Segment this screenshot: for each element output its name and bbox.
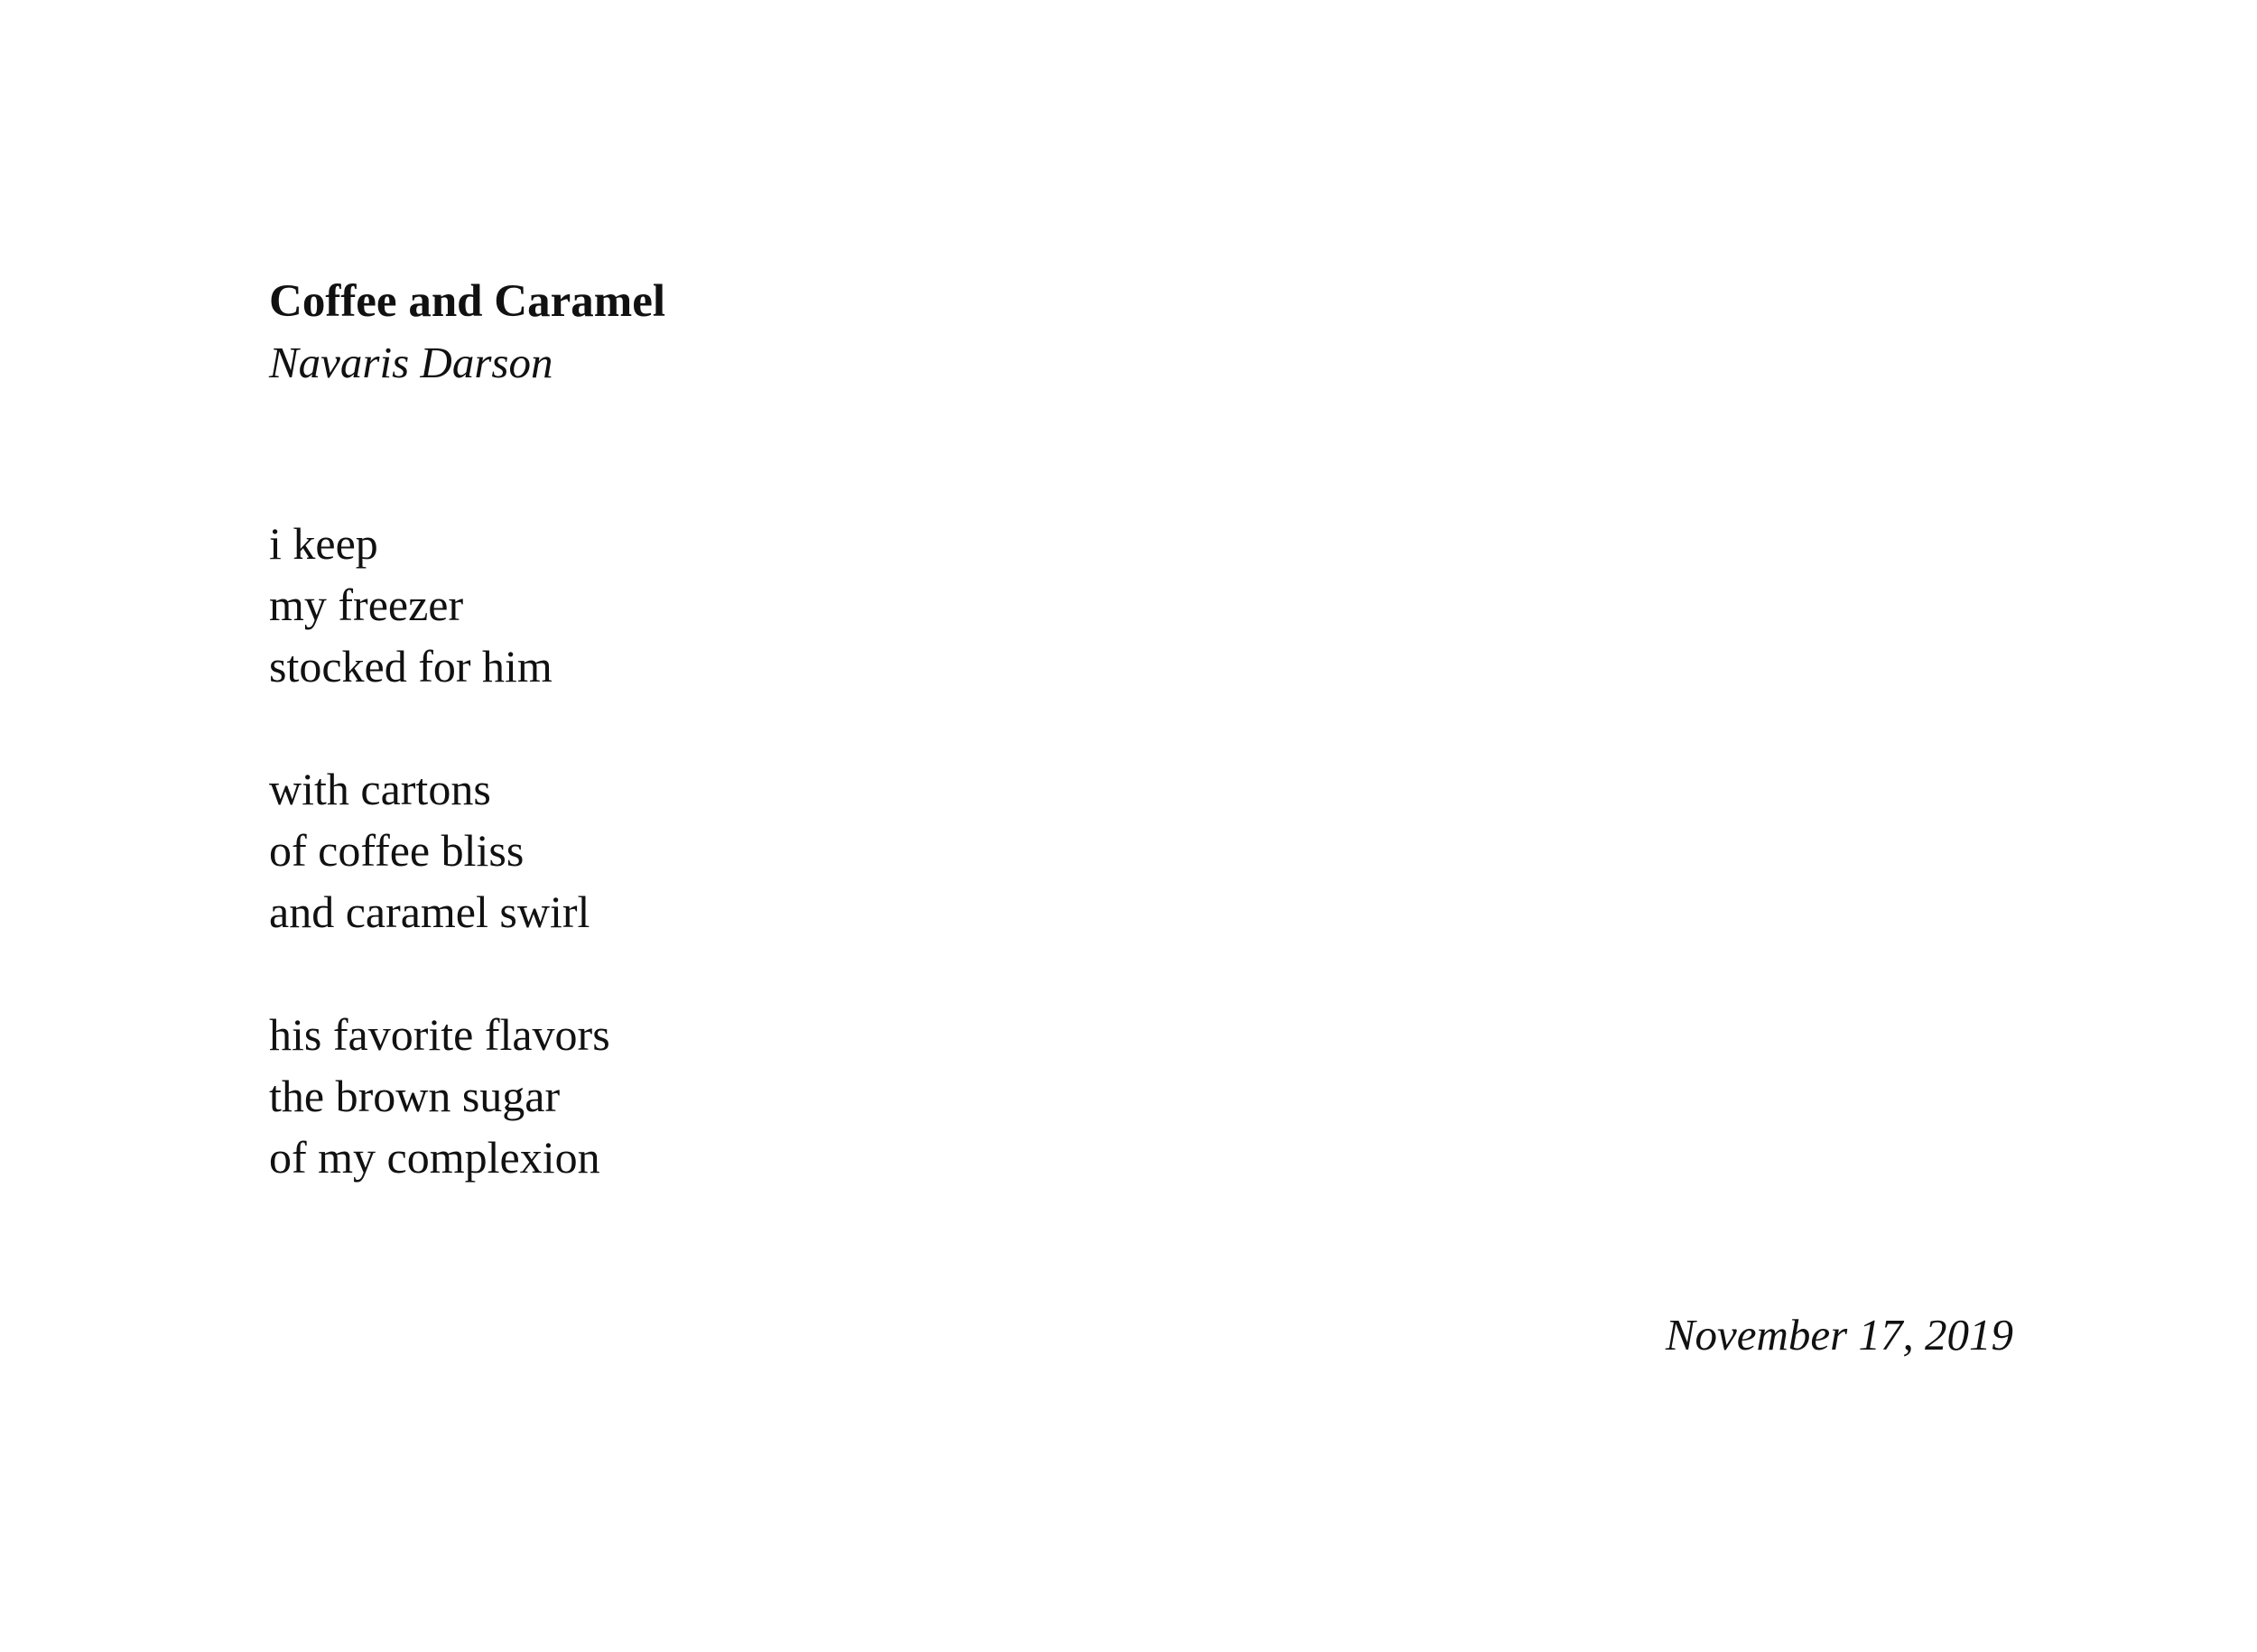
stanza-1 <box>269 513 610 697</box>
poem-line: with cartons <box>269 764 491 814</box>
poem-author: Navaris Darson <box>269 338 553 387</box>
poem-line: my freezer <box>269 580 464 630</box>
stanza-3 <box>269 1004 610 1188</box>
poem-line: and caramel swirl <box>269 886 590 937</box>
poem-line: of my complexion <box>269 1132 600 1183</box>
poem-title: Coffee and Caramel <box>269 276 666 327</box>
poem-body <box>269 513 610 1249</box>
poem-line: the brown sugar <box>269 1071 561 1121</box>
poem-date: November 17, 2019 <box>1665 1310 2013 1360</box>
poem-line: of coffee bliss <box>269 825 525 876</box>
poem-line: i keep <box>269 518 378 569</box>
stanza-2 <box>269 758 610 942</box>
poem-line: his favorite flavors <box>269 1009 610 1060</box>
poem-line: stocked for him <box>269 641 553 691</box>
